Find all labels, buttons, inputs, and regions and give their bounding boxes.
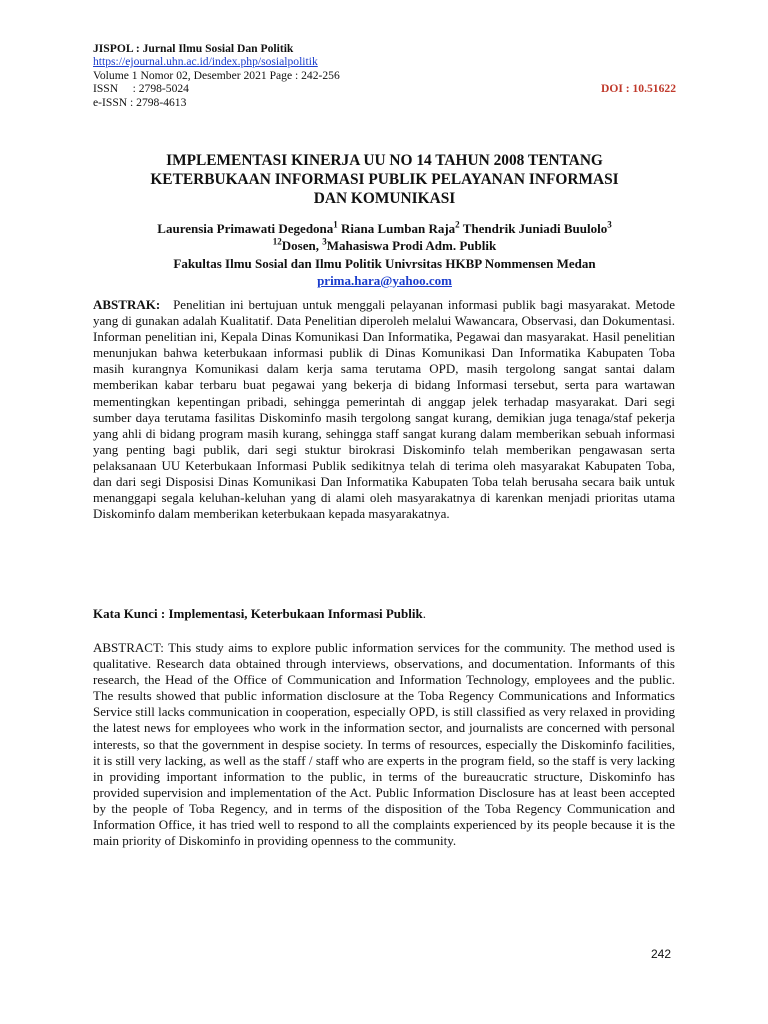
author-2: Riana Lumban Raja (341, 221, 456, 236)
keywords-end: . (422, 606, 426, 621)
journal-name: JISPOL : Jurnal Ilmu Sosial Dan Politik (93, 42, 294, 55)
abstrak-text: Penelitian ini bertujuan untuk menggali pelayanan informasi publik bagi masyarakat. Metode yang di gunakan adalah Kualitatif. Data Penelitian diperoleh melalui Wawancara, Observasi, dan Dokumentasi. Informan penelitian ini, Kepala Dinas Komunikasi Dan Informatika, Pegawai dan masyarakat. Hasil penelitian menunjukan bahwa keterbukaan informasi publik di Dinas Komunikasi Dan Informatika Kabupaten Toba masih kurangnya Komunikasi dalam kerja sama terutama OPD, masih tergolong sangat santai dalam memberikan kabar terbaru buat pegawai yang bekerja di bidang Informasi tersebut, serta para wartawan mementingkan kepentingan pribadi, sehingga pemerintah di anggap jelek terhadap masyarakat. Dari segi sumber daya terutama fasilitas Diskominfo masih tergolong sangat kurang, demikian juga tenaga/staf pekerja yang ahli di bidang program masih kurang, sehingga staff sangat kurang dalam memberikan sebuah informasi yang penting bagi publik, dari segi stuktur birokrasi Diskominfo telah memberikan pengawasan serta pelaksanaan UU Keterbukaan Informasi Publik sedikitnya telah di terima oleh masyarakat Kabupaten Toba, dan dari segi Disposisi Dinas Komunikasi Dan Informatika Kabupaten Toba telah berusaha secara baik untuk menanggapi segala keluhan-keluhan yang di alami oleh masyarakatnya di karenkan menjadi prioritas utama Diskominfo dalam memberikan keterbukaan kepada masyarakatnya. (93, 297, 675, 522)
journal-header (93, 42, 676, 109)
author-2-affil: 2 (455, 219, 460, 230)
author-3: Thendrik Juniadi Buulolo (462, 221, 608, 236)
affil-sup-2: 3 (322, 236, 327, 247)
keywords-text: Kata Kunci : Implementasi, Keterbukaan Informasi Publik (93, 606, 423, 621)
title-line-3: DAN KOMUNIKASI (313, 190, 456, 207)
author-3-affil: 3 (607, 219, 612, 230)
author-block (93, 220, 676, 289)
faculty: Fakultas Ilmu Sosial dan Ilmu Politik Univrsitas HKBP Nommensen Medan (173, 255, 596, 271)
abstrak-label: ABSTRAK: (93, 297, 161, 312)
author-list (93, 220, 676, 237)
affil-role-1: Dosen, (281, 238, 323, 254)
author-email-link[interactable]: prima.hara@yahoo.com (317, 272, 452, 288)
journal-url-link[interactable]: https://ejournal.uhn.ac.id/index.php/sosialpolitik (93, 55, 318, 69)
affil-sup-1: 12 (272, 236, 282, 247)
paper-title (93, 151, 676, 208)
author-1-affil: 1 (333, 219, 338, 230)
issn: ISSN : 2798-5024 (93, 82, 189, 96)
keywords (93, 606, 676, 622)
author-1: Laurensia Primawati Degedona (157, 221, 334, 236)
affil-role-2: Mahasiswa Prodi Adm. Publik (326, 238, 497, 254)
eissn: e-ISSN : 2798-4613 (93, 95, 187, 109)
volume-info: Volume 1 Nomor 02, Desember 2021 Page : 242-256 (93, 68, 340, 82)
doi-label: DOI : 10.51622 (600, 82, 676, 95)
title-line-1: IMPLEMENTASI KINERJA UU NO 14 TAHUN 2008 TENTANG (166, 152, 603, 169)
abstrak-section (93, 297, 675, 522)
title-line-2: KETERBUKAAN INFORMASI PUBLIK PELAYANAN INFORMASI (150, 171, 619, 188)
affiliation-roles (93, 237, 676, 254)
page-number: 242 (651, 947, 672, 961)
abstract-english: ABSTRACT: This study aims to explore public information services for the community. The method used is qualitative. Research data obtained through interviews, observations, and documentation. Informants of this research, the Head of the Office of Communication and Information Technology, employees and the public. The results showed that public information disclosure at the Toba Regency Communications and Informatics Service still lacks communication in cooperation, especially OPD, is still classified as very relaxed in providing the latest news for employees who work in the information sector, and journalists are concerned with personal interests, so that the government in despise society. In terms of resources, especially the Diskominfo facilities, it is still very lacking, as well as the staff / staff who are experts in the program field, so the staff is very lacking in providing important information to the public, in terms of the bureaucratic structure, Diskominfo has provided supervision and implementation of the Act. Public Information Disclosure has at least been accepted by the people of Toba Regency, and in terms of the disposition of the Toba Regency Communication and Information Office, it has tried well to respond to all the complaints experienced by its people because it is the main priority of Diskominfo in providing openness to the community. (93, 640, 675, 849)
